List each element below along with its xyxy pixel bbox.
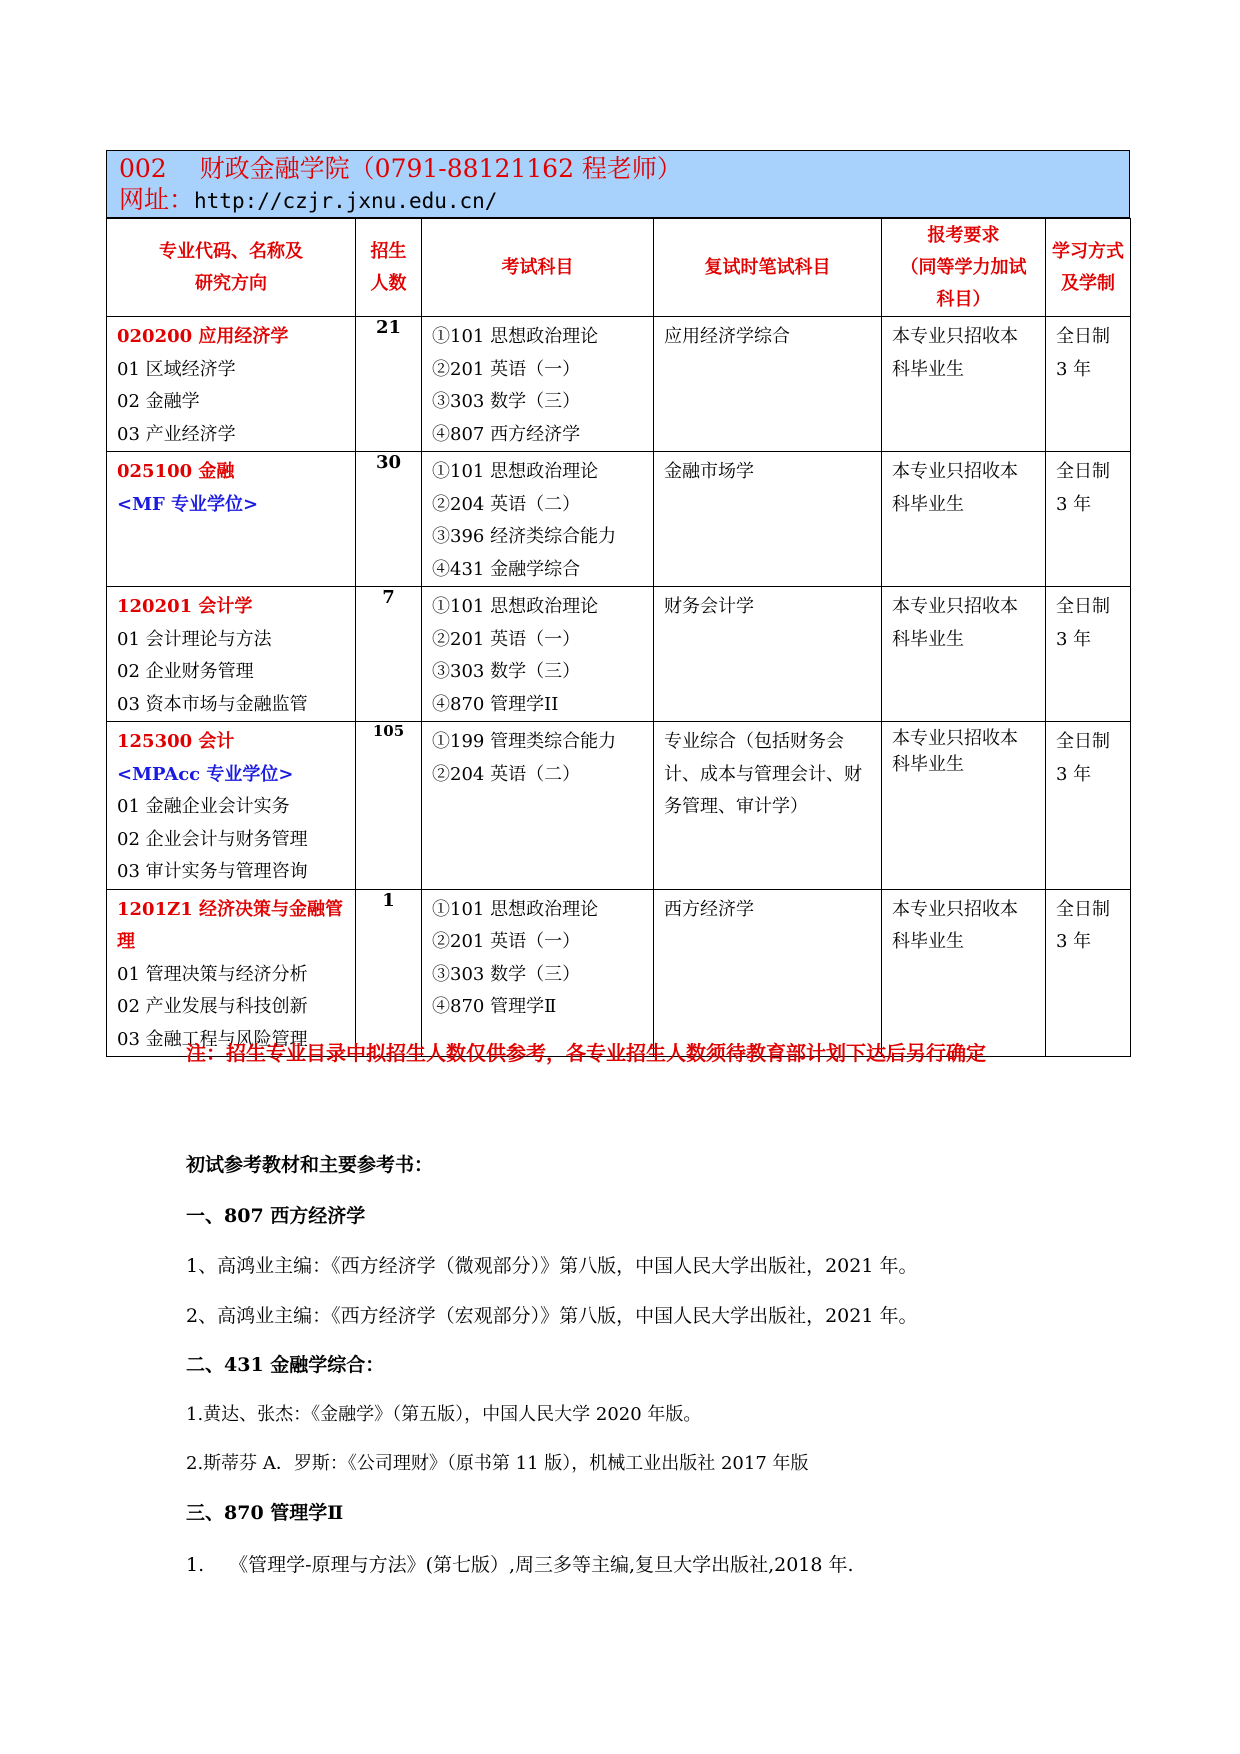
exam-subject: ②201 英语（一） (432, 931, 581, 952)
exam-subject: ①101 思想政治理论 (432, 326, 599, 347)
retest-cell: 金融市场学 (654, 452, 882, 587)
column-header-requirement: 报考要求 （同等学力加试 科目） (882, 219, 1046, 317)
requirement-cell: 本专业只招收本 科毕业生 (882, 317, 1046, 452)
research-direction: 01 区域经济学 (117, 358, 236, 380)
retest-cell: 财务会计学 (654, 587, 882, 722)
exam-subject: ③396 经济类综合能力 (432, 526, 617, 547)
exams-cell (422, 889, 654, 1057)
table-row (107, 452, 1131, 587)
exams-cell (422, 587, 654, 722)
major-cell (107, 587, 356, 722)
requirement-cell: 本专业只招收本 科毕业生 (882, 889, 1046, 1057)
degree-type: <MPAcc 专业学位> (117, 763, 294, 785)
retest-cell: 应用经济学综合 (654, 317, 882, 452)
table-row (107, 317, 1131, 452)
exam-subject: ④807 西方经济学 (432, 423, 581, 445)
college-title: 002 财政金融学院（0791-88121162 程老师） (119, 154, 682, 183)
exam-subject: ②204 英语（二） (432, 763, 581, 785)
exam-subject: ③303 数学（三） (432, 661, 581, 682)
enrollment-table (106, 218, 1131, 1057)
major-code: 025100 金融 (117, 461, 235, 482)
retest-cell: 专业综合（包括财务会 计、成本与管理会计、财 务管理、审计学） (654, 722, 882, 890)
major-cell (107, 317, 356, 452)
website-line (119, 185, 1129, 216)
column-header-study-mode: 学习方式 及学制 (1046, 219, 1131, 317)
table-row (107, 722, 1131, 890)
major-code-continued: 理 (117, 931, 135, 952)
study-mode-cell: 全日制 3 年 (1046, 587, 1131, 722)
research-direction: 01 金融企业会计实务 (117, 796, 290, 817)
research-direction: 03 审计实务与管理咨询 (117, 861, 308, 882)
research-direction: 02 企业财务管理 (117, 661, 254, 682)
website-label: 网址： (119, 185, 195, 214)
reference-section-title: 一、807 西方经济学 (186, 1205, 366, 1227)
exam-subject: ②201 英语（一） (432, 628, 581, 650)
exam-subject: ①101 思想政治理论 (432, 461, 599, 482)
requirement-cell: 本专业只招收本 科毕业生 (882, 452, 1046, 587)
quota-cell: 21 (356, 317, 422, 452)
table-header-row (107, 219, 1131, 317)
reference-item: 2.斯蒂芬 A．罗斯：《公司理财》（原书第 11 版），机械工业出版社 2017 年版 (186, 1453, 809, 1474)
degree-type: <MF 专业学位> (117, 493, 259, 515)
exams-cell (422, 317, 654, 452)
research-direction: 02 产业发展与科技创新 (117, 996, 308, 1017)
exam-subject: ④870 管理学Ⅱ (432, 996, 557, 1017)
reference-item: 1. 《管理学-原理与方法》(第七版）,周三多等主编,复旦大学出版社,2018 年. (186, 1554, 854, 1576)
study-mode-cell: 全日制 3 年 (1046, 317, 1131, 452)
column-header-major: 专业代码、名称及 研究方向 (107, 219, 356, 317)
major-cell (107, 452, 356, 587)
exam-subject: ③303 数学（三） (432, 963, 581, 985)
major-code: 020200 应用经济学 (117, 326, 289, 347)
major-code: 125300 会计 (117, 731, 235, 752)
retest-cell: 西方经济学 (654, 889, 882, 1057)
research-direction: 03 产业经济学 (117, 423, 236, 445)
table-row (107, 889, 1131, 1057)
exam-subject: ①199 管理类综合能力 (432, 731, 617, 752)
study-mode-cell: 全日制 3 年 (1046, 722, 1131, 890)
research-direction: 02 企业会计与财务管理 (117, 828, 308, 850)
research-direction: 01 会计理论与方法 (117, 628, 272, 650)
exam-subject: ④870 管理学II (432, 693, 559, 715)
requirement-cell: 本专业只招收本 科毕业生 (882, 587, 1046, 722)
major-cell (107, 722, 356, 890)
research-direction: 03 金融工程与风险管理 (117, 1028, 308, 1050)
exam-subject: ②201 英语（一） (432, 358, 581, 380)
reference-item: 2、高鸿业主编：《西方经济学（宏观部分）》第八版，中国人民大学出版社，2021 年。 (186, 1305, 918, 1327)
major-code: 1201Z1 经济决策与金融管 (117, 898, 344, 920)
enrollment-note: 注：招生专业目录中拟招生人数仅供参考，各专业招生人数须待教育部计划下达后另行确定 (186, 1041, 986, 1065)
website-link[interactable]: http://czjr.jxnu.edu.cn/ (194, 189, 498, 213)
reference-heading: 初试参考教材和主要参考书： (186, 1154, 434, 1176)
major-cell (107, 889, 356, 1057)
column-header-quota: 招生 人数 (356, 219, 422, 317)
research-direction: 03 资本市场与金融监管 (117, 693, 308, 715)
reference-section-title: 二、431 金融学综合： (186, 1354, 385, 1376)
quota-cell: 1 (356, 889, 422, 1057)
college-header (106, 150, 1130, 218)
quota-cell: 105 (356, 722, 422, 890)
exam-subject: ①101 思想政治理论 (432, 898, 599, 920)
column-header-exams: 考试科目 (422, 219, 654, 317)
research-direction: 02 金融学 (117, 391, 200, 412)
quota-cell: 7 (356, 587, 422, 722)
column-header-retest: 复试时笔试科目 (654, 219, 882, 317)
research-direction: 01 管理决策与经济分析 (117, 963, 308, 985)
major-code: 120201 会计学 (117, 596, 253, 617)
table-row (107, 587, 1131, 722)
study-mode-cell: 全日制 3 年 (1046, 889, 1131, 1057)
requirement-cell: 本专业只招收本 科毕业生 (882, 722, 1046, 890)
reference-section-title: 三、870 管理学Ⅱ (186, 1502, 344, 1524)
exam-subject: ④431 金融学综合 (432, 558, 581, 580)
exam-subject: ③303 数学（三） (432, 391, 581, 412)
quota-cell: 30 (356, 452, 422, 587)
exam-subject: ②204 英语（二） (432, 493, 581, 515)
exams-cell (422, 452, 654, 587)
exams-cell (422, 722, 654, 890)
study-mode-cell: 全日制 3 年 (1046, 452, 1131, 587)
reference-item: 1.黄达、张杰：《金融学》（第五版），中国人民大学 2020 年版。 (186, 1404, 702, 1425)
exam-subject: ①101 思想政治理论 (432, 596, 599, 617)
reference-item: 1、高鸿业主编：《西方经济学（微观部分）》第八版，中国人民大学出版社，2021 年。 (186, 1255, 918, 1277)
